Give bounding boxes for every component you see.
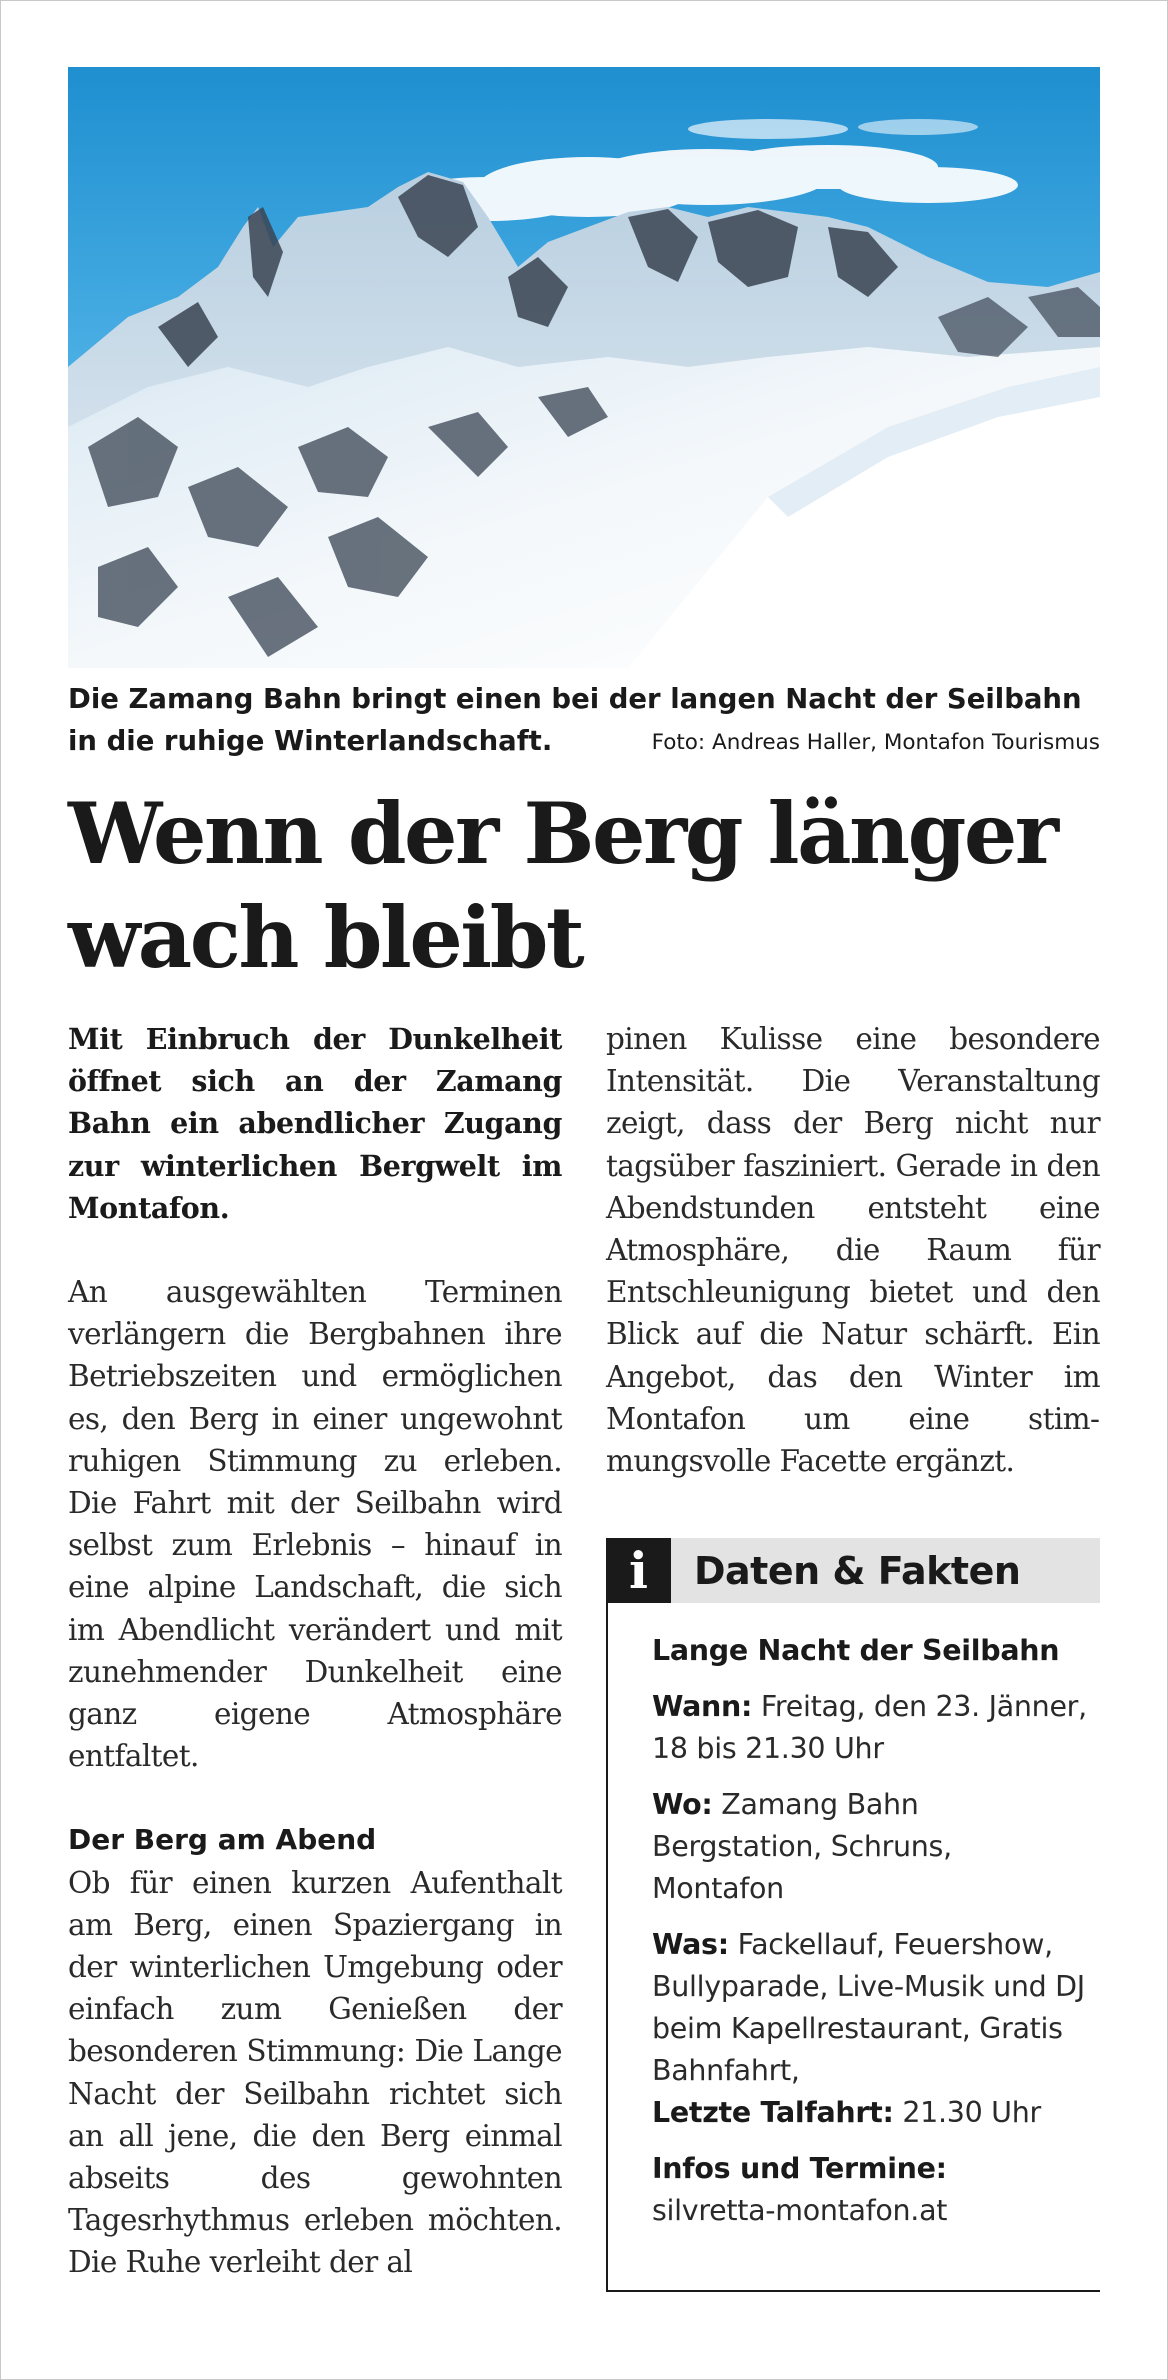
- info-more-label: Infos und Termine:: [652, 2152, 947, 2185]
- info-more: [652, 2148, 1092, 2232]
- photo-credit: Foto: Andreas Haller, Montafon Tourismus: [651, 730, 1100, 755]
- where-value: Zamang Bahn Bergstation, Schruns, Montafon: [652, 1788, 952, 1905]
- info-when: [652, 1686, 1092, 1770]
- info-box-header: [606, 1538, 1100, 1603]
- info-box-title: Daten & Fakten: [694, 1549, 1021, 1593]
- what-value: Fackellauf, Feuershow, Bullyparade, Live-Musik und DJ beim Kapellrestaurant, Gratis Bahnfahrt,: [652, 1928, 1085, 2087]
- last-descent-label: Letzte Talfahrt:: [652, 2096, 894, 2129]
- where-label: Wo:: [652, 1788, 713, 1821]
- when-value: Freitag, den 23. Jänner, 18 bis 21.30 Uhr: [652, 1690, 1087, 1765]
- photo-caption: [68, 678, 1100, 764]
- subheading: Der Berg am Abend: [68, 1823, 377, 1857]
- mountain-photo: [68, 67, 1100, 668]
- info-icon: i: [606, 1538, 671, 1603]
- headline: Wenn der Berg länger wach bleibt: [68, 784, 1057, 987]
- when-label: Wann:: [652, 1690, 753, 1723]
- website-link[interactable]: silvretta-montafon.at: [652, 2194, 948, 2227]
- event-name: Lange Nacht der Seilbahn: [652, 1634, 1060, 1667]
- caption-text: Die Zamang Bahn bringt einen bei der langen Nacht der Seilbahn in die ruhige Winterlandschaft.: [68, 683, 1082, 757]
- info-where: [652, 1784, 1092, 1910]
- article-column-left: [68, 1018, 562, 2284]
- article-column-right: [606, 1018, 1100, 1482]
- info-what: [652, 1924, 1092, 2134]
- lead-paragraph: Mit Einbruch der Dunkelheit öffnet sich an der Zamang Bahn ein abendlicher Zugang zur winterlichen Bergwelt im Montafon.: [68, 1022, 562, 1225]
- what-label: Was:: [652, 1928, 729, 1961]
- info-box-body: [652, 1630, 1092, 2246]
- body-paragraph-1: An ausgewählten Terminen verlängern die Bergbahnen ihre Betriebszeiten und ermöglichen es, den Berg in einer ungewohnt ruhigen Stimmung zu erleben. Die Fahrt mit der Seilbahn wird selbst zum Erlebnis – hinauf in eine alpine Landschaft, die sich im Abendlicht verändert und mit zunehmender Dunkelheit eine ganz eigene Atmosphäre entfaltet.: [68, 1275, 562, 1774]
- body-paragraph-2-part-1: Ob für einen kurzen Aufenthalt am Berg, einen Spaziergang in der winterlichen Umgebung oder einfach zum Genießen der besonderen Stimmung: Die Lange Nacht der Seilbahn richtet sich an all jene, die den Berg einmal abseits des gewohnten Tagesrhythmus erleben möchten. Die Ruhe verleiht der al: [68, 1865, 562, 2280]
- last-descent-value: 21.30 Uhr: [902, 2096, 1041, 2129]
- info-box: [606, 1538, 1100, 2292]
- body-paragraph-2-part-2: pinen Kulisse eine besondere Intensität. Die Veranstaltung zeigt, dass der Berg nicht nur tagsüber fasziniert. Gerade in den Abendstunden entsteht eine Atmosphäre, die Raum für Entschleunigung bietet und den Blick auf die Natur schärft. Ein Angebot, das den Winter im Montafon um eine stimmungsvolle Facette ergänzt.: [606, 1022, 1100, 1479]
